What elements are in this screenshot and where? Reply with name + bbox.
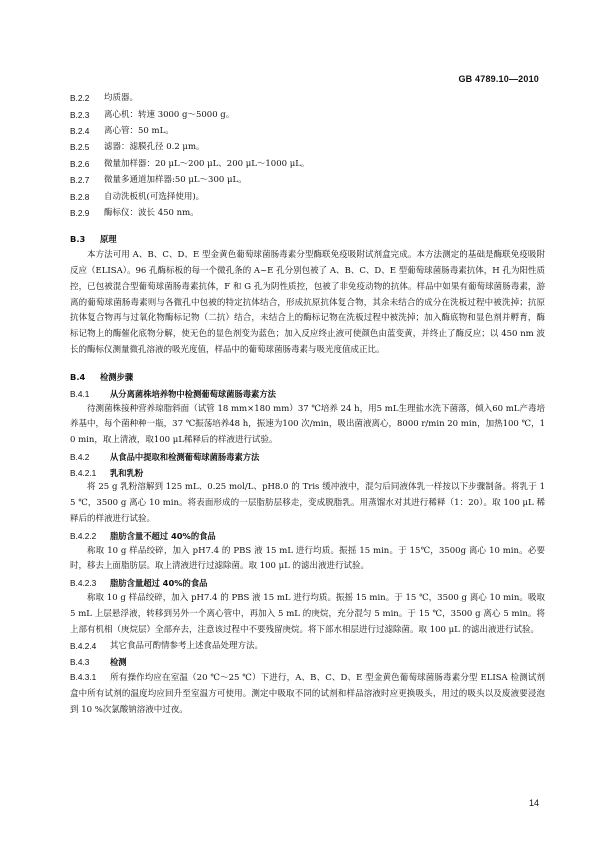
- page-content: [70, 90, 545, 718]
- subsection-text: 其它食品可酌情参考上述食品处理方法。: [110, 641, 264, 652]
- item-number: B.2.8: [70, 191, 90, 202]
- subsection-heading: [70, 575, 545, 591]
- subsection-title: 检测: [110, 657, 127, 668]
- subsection-heading: [70, 528, 545, 544]
- item-text: 酶标仪：波长 450 nm。: [104, 207, 199, 218]
- subsection-line: [70, 638, 545, 654]
- equipment-list: [70, 90, 545, 221]
- item-text: 自动洗板机(可选择使用)。: [104, 191, 205, 202]
- equipment-item: [70, 123, 545, 139]
- section-number: B.3: [70, 234, 86, 245]
- subsection-heading: [70, 449, 545, 465]
- subsection-title: 脂肪含量超过 40%的食品: [110, 578, 208, 589]
- equipment-item: [70, 188, 545, 204]
- section-title: 检测步骤: [100, 371, 134, 382]
- equipment-item: [70, 156, 545, 172]
- subsection-title: 从食品中提取和检测葡萄球菌肠毒素方法: [110, 451, 260, 462]
- subsection-number: B.4.2: [70, 451, 90, 462]
- section-heading-principle: [70, 230, 545, 248]
- subsection-number: B.4.2.4: [70, 641, 97, 652]
- strain-method-paragraph: 待测菌株接种营养琼脂斜面（试管 18 mm×180 mm）37 ℃培养 24 h，用5 mL生理盐水洗下菌落，倾入60 mL产毒培养基中，每个菌种种一瓶，37 ℃振荡培养48 h，振速为100 次/min，吸出菌液离心，8000 r/min 20 min，加热100 ℃，10 min，取上清液，取100 μL稀释后的样液进行试验。: [70, 403, 545, 446]
- standard-number: GB 4789.10—2010: [458, 74, 539, 84]
- detection-text: 所有操作均应在室温（20 ℃～25 ℃）下进行，A、B、C、D、E 型金黄色葡萄球菌肠毒素分型 ELISA 检测试剂盒中所有试剂的温度均应回升至室温方可使用。测定中吸取不同的试剂和样品溶液时应更换吸头，用过的吸头以及废液要浸泡到 10 %次氯酸钠溶液中过夜。: [70, 673, 545, 715]
- equipment-item: [70, 172, 545, 188]
- item-number: B.2.2: [70, 93, 90, 104]
- subsection-heading: [70, 465, 545, 481]
- item-number: B.2.6: [70, 158, 90, 169]
- high-fat-method-paragraph: 称取 10 g 样品绞碎，加入 pH7.4 的 PBS 液 15 mL 进行均质。振摇 15 min。于 15 ℃，3500 g 离心 10 min。吸取 5 mL 上层悬浮液，转移到另外一个离心管中，再加入 5 mL 的庚烷，充分混匀 5 min。于 15 ℃，3500 g 离心 5 min。将上部有机相（庚烷层）全部弃去，注意该过程中不要残留庚烷。将下部水相层进行过滤除菌。取 100 μL 的滤出液进行试验。: [70, 593, 545, 635]
- principle-paragraph: 本方法可用 A、B、C、D、E 型金黄色葡萄球菌肠毒素分型酶联免疫吸附试剂盒完成。本方法测定的基础是酶联免疫吸附反应（ELISA）。96 孔酶标板的每一个微孔条的 A~E 孔分别包被了 A、B、C、D、E 型葡萄球菌肠毒素抗体，H 孔为阳性质控，已包被混合型葡萄球菌肠毒素抗体，F 和 G 孔为阴性质控，包被了非免疫动物的抗体。样品中如果有葡萄球菌肠毒素，游离的葡萄球菌肠毒素则与各微孔中包被的特定抗体结合，形成抗原抗体复合物，其余未结合的成分在洗板过程中被洗掉；抗原抗体复合物再与过氧化物酶标记物（二抗）结合，未结合上的酶标记物在洗板过程中被洗掉；加入酶底物和显色剂并孵育，酶标记物上的酶催化底物分解，使无色的显色剂变为蓝色；加入反应终止液可使颜色由蓝变黄，并终止了酶反应；以 450 nm 波长的酶标仪测量微孔溶液的吸光度值，样品中的葡萄球菌肠毒素与吸光度值成正比。: [70, 250, 545, 355]
- item-text: 离心管：50 mL。: [104, 125, 174, 136]
- subsection-number: B.4.1: [70, 388, 90, 399]
- page-number: 14: [528, 798, 539, 808]
- equipment-item: [70, 106, 545, 122]
- milk-method-paragraph: 将 25 g 乳粉溶解到 125 mL、0.25 mol/L、pH8.0 的 Tris 缓冲液中，混匀后同液体乳一样按以下步骤制备。将乳于 15 ℃，3500 g 离心 10 min。将表面形成的一层脂肪层移走，变成脱脂乳。用蒸馏水对其进行稀释（1：20）。取 100 μL 稀释后的样液进行试验。: [70, 482, 545, 525]
- section-number: B.4: [70, 371, 86, 382]
- subsection-number: B.4.2.3: [70, 578, 97, 589]
- item-number: B.2.4: [70, 125, 90, 136]
- detection-paragraph: [70, 670, 545, 718]
- equipment-item: [70, 90, 545, 106]
- subsection-number: B.4.3.1: [70, 672, 97, 683]
- subsection-title: 从分离菌株培养物中检测葡萄球菌肠毒素方法: [110, 388, 276, 399]
- equipment-item: [70, 205, 545, 221]
- item-text: 滤器：滤膜孔径 0.2 μm。: [104, 142, 205, 153]
- item-text: 微量加样器：20 μL～200 μL、200 μL～1000 μL。: [104, 158, 310, 169]
- subsection-title: 乳和乳粉: [110, 467, 144, 478]
- section-heading-steps: [70, 368, 545, 386]
- equipment-item: [70, 139, 545, 155]
- subsection-heading: [70, 386, 545, 402]
- item-number: B.2.5: [70, 142, 90, 153]
- subsection-heading: [70, 654, 545, 670]
- item-number: B.2.3: [70, 109, 90, 120]
- subsection-number: B.4.2.1: [70, 467, 97, 478]
- subsection-title: 脂肪含量不超过 40%的食品: [110, 530, 216, 541]
- item-text: 离心机：转速 3000 g～5000 g。: [104, 109, 235, 120]
- item-number: B.2.7: [70, 175, 90, 186]
- subsection-number: B.4.2.2: [70, 530, 97, 541]
- section-title: 原理: [100, 234, 117, 245]
- subsection-number: B.4.3: [70, 657, 90, 668]
- low-fat-method-paragraph: 称取 10 g 样品绞碎，加入 pH7.4 的 PBS 液 15 mL 进行均质。振摇 15 min。于 15℃，3500g 离心 10 min。必要时，移去上面脂肪层。取上清液进行过滤除菌。取 100 μL 的滤出液进行试验。: [70, 545, 545, 572]
- item-text: 微量多通道加样器:50 μL～300 μL。: [104, 175, 247, 186]
- item-text: 均质器。: [104, 93, 139, 104]
- item-number: B.2.9: [70, 207, 90, 218]
